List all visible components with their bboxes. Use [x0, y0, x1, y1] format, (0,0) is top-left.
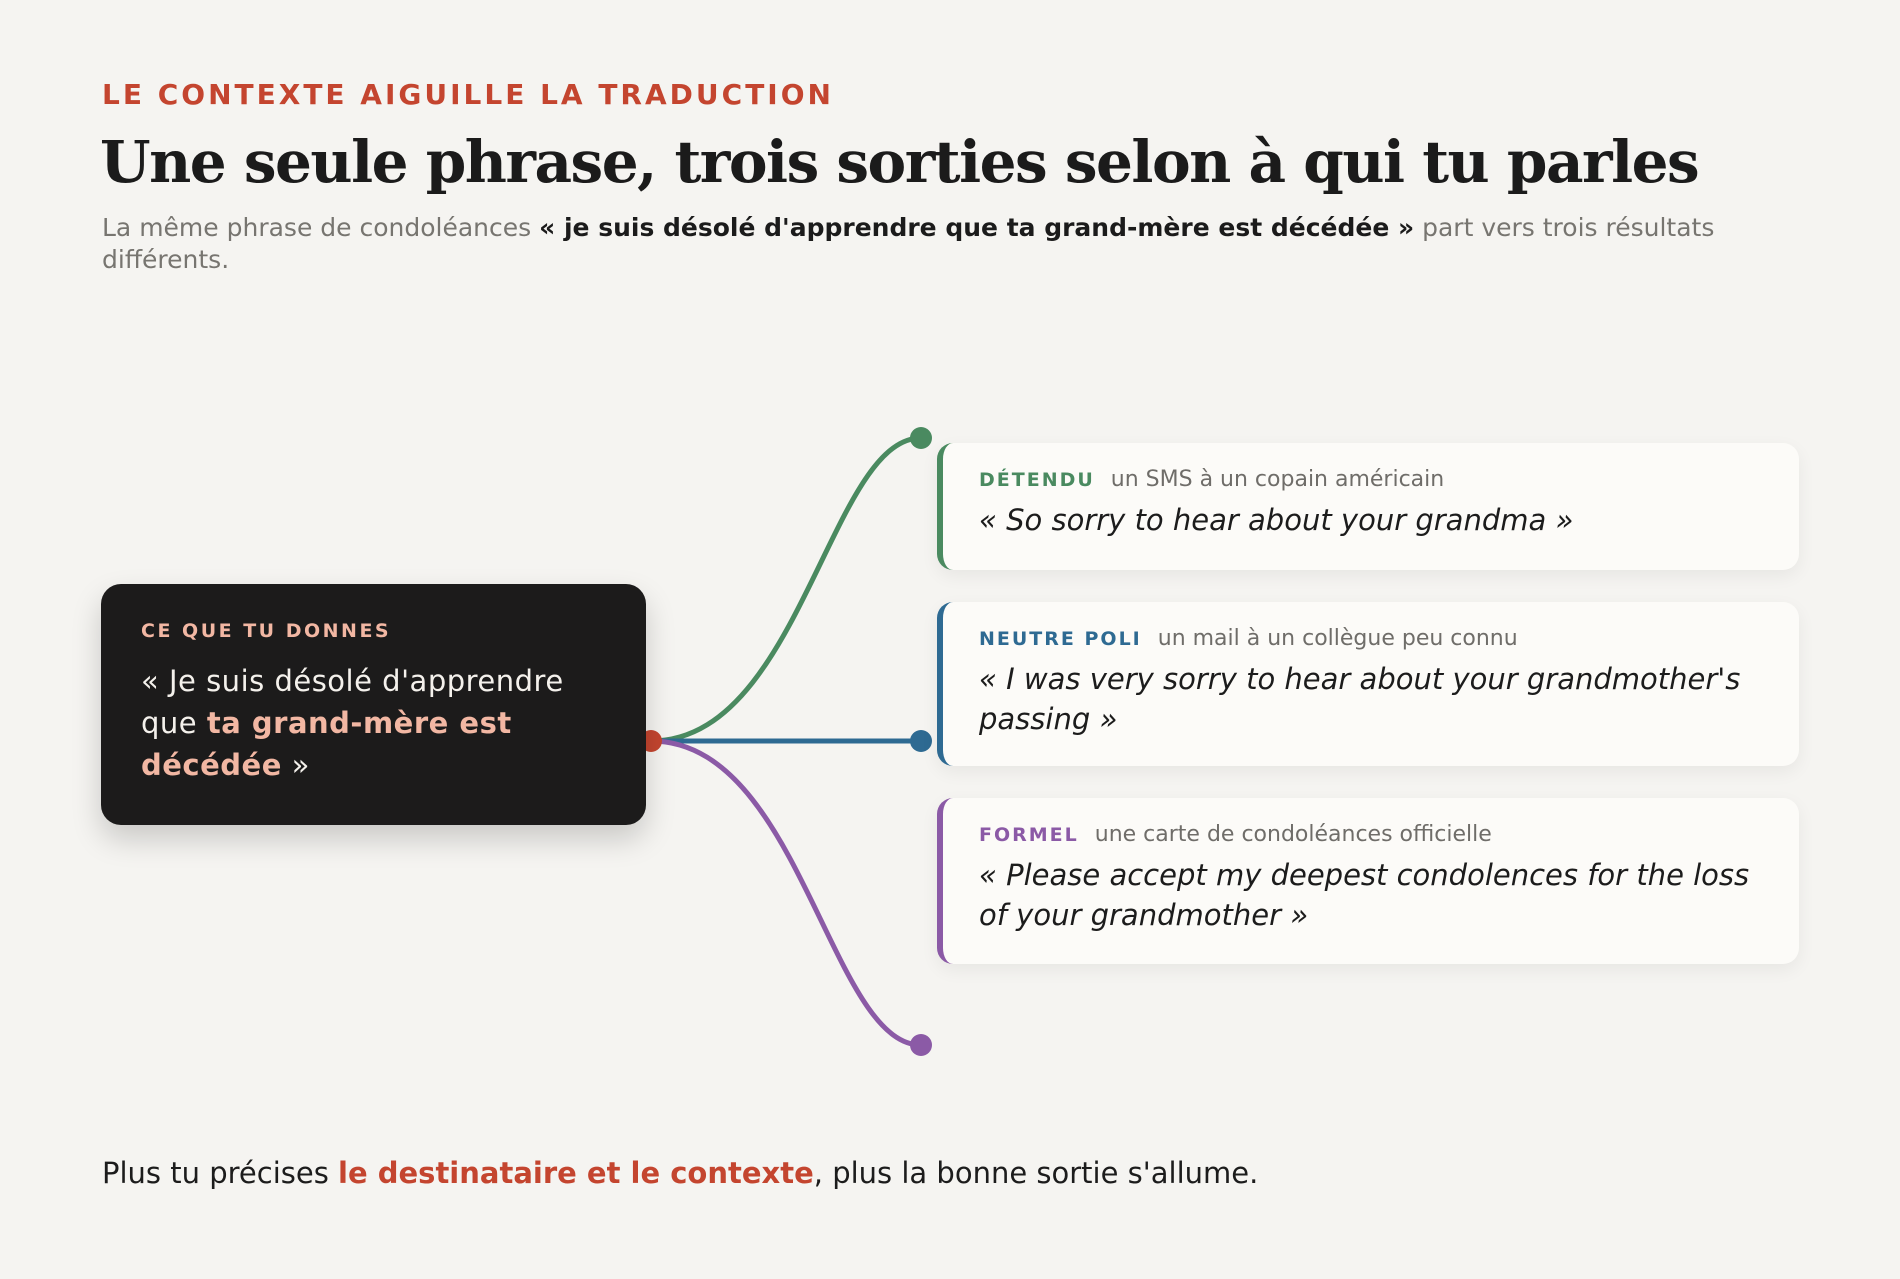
output-card-formel — [937, 798, 1799, 964]
connector-detendu — [651, 438, 921, 741]
footer-note — [102, 1156, 1258, 1190]
source-phrase-tail: » — [281, 748, 310, 782]
output-tag: NEUTRE POLI — [979, 628, 1142, 650]
output-card-neutre-poli — [937, 602, 1799, 766]
output-context: une carte de condoléances officielle — [1094, 822, 1492, 847]
subtitle-quote: « je suis désolé d'apprendre que ta grand-mère est décédée » — [539, 213, 1415, 242]
output-tag: DÉTENDU — [979, 469, 1095, 491]
eyebrow-label: LE CONTEXTE AIGUILLE LA TRADUCTION — [102, 78, 834, 111]
endpoint-detendu — [910, 427, 932, 449]
endpoint-neutre-poli — [910, 730, 932, 752]
output-context: un mail à un collègue peu connu — [1157, 626, 1518, 651]
source-phrase — [141, 660, 606, 786]
subtitle-lead: La même phrase de condoléances — [102, 213, 540, 242]
output-card-detendu — [937, 443, 1799, 570]
output-text: « I was very sorry to hear about your grandmother's passing » — [979, 662, 1741, 736]
subtitle-tail: part vers trois résultats différents. — [102, 213, 1715, 274]
footer-emphasis: le destinataire et le contexte — [338, 1156, 814, 1190]
endpoint-formel — [910, 1034, 932, 1056]
source-label: CE QUE TU DONNES — [141, 620, 392, 642]
output-text: « So sorry to hear about your grandma » — [979, 503, 1574, 537]
footer-tail: , plus la bonne sortie s'allume. — [813, 1156, 1259, 1190]
footer-lead: Plus tu précises — [102, 1156, 339, 1190]
output-tag: FORMEL — [979, 824, 1079, 846]
page-title: Une seule phrase, trois sorties selon à qui tu parles — [100, 128, 1699, 196]
output-context: un SMS à un copain américain — [1110, 467, 1445, 492]
source-phrase-highlight: ta grand-mère est décédée — [141, 706, 512, 782]
output-text: « Please accept my deepest condolences for the loss of your grandmother » — [979, 858, 1750, 932]
source-phrase-box — [101, 584, 646, 825]
connector-formel — [651, 741, 921, 1045]
source-phrase-lead: « Je suis désolé d'apprendre que — [141, 664, 564, 740]
